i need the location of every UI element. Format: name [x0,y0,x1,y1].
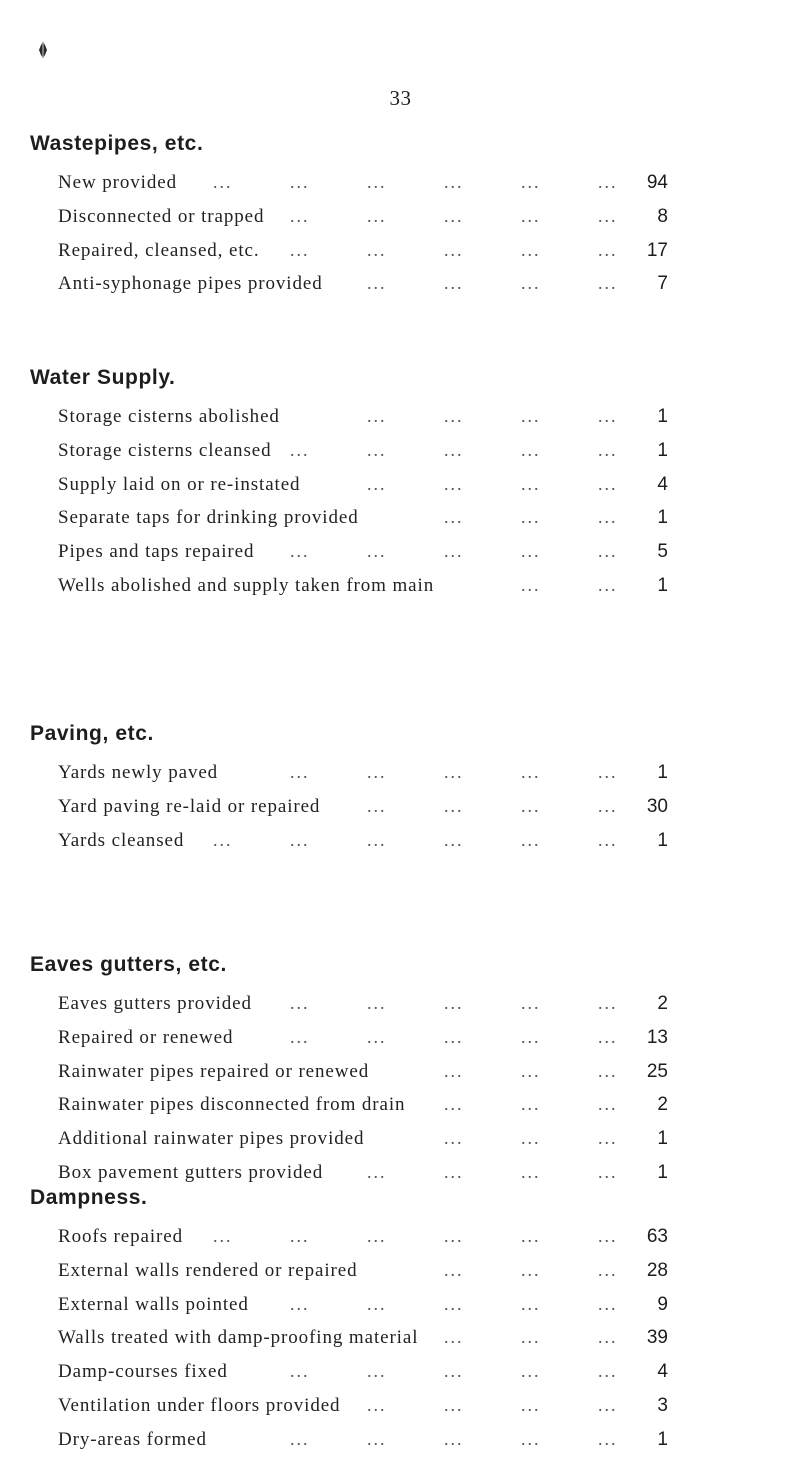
row-value: 5 [657,541,668,563]
row-value: 9 [657,1293,668,1315]
row-label: Supply laid on or re-instated [58,473,301,495]
table-row: ... ... ... ... ... Eaves gutters provided 2 [58,993,668,1014]
row-label: Rainwater pipes repaired or renewed [58,1060,370,1082]
section-heading: Dampness. [30,1186,148,1209]
table-row: ... ... ... Additional rainwater pipes provided 1 [58,1128,668,1150]
row-label: Rainwater pipes disconnected from drain [58,1094,406,1116]
page-number: 33 [389,86,412,110]
row-value: 3 [657,1395,668,1416]
row-value: 39 [646,1327,668,1349]
row-label: Repaired, cleansed, etc. [58,239,260,261]
row-label: External walls pointed [58,1293,249,1315]
row-label: Box pavement gutters provided [58,1162,324,1183]
table-row: ... ... ... ... Box pavement gutters provided 1 [58,1162,668,1183]
row-label: Wells abolished and supply taken from main [58,575,435,596]
section-heading: Eaves gutters, etc. [30,953,227,976]
table-row: ... ... ... Rainwater pipes repaired or renewed 25 [58,1060,668,1082]
table-row: ... ... ... Walls treated with damp-proofing material 39 [58,1327,668,1349]
row-label: Damp-courses fixed [58,1361,228,1383]
row-label: External walls rendered or repaired [58,1259,358,1281]
table-row: ... ... ... ... ... Damp-courses fixed 4 [58,1361,668,1383]
section-heading: Wastepipes, etc. [30,132,204,155]
ink-blot-mark [38,42,48,58]
table-row: ... ... ... Separate taps for drinking provided 1 [58,507,668,529]
row-label: Yards newly paved [58,762,219,783]
row-value: 1 [657,1428,668,1450]
row-value: 1 [657,507,668,529]
row-value: 1 [657,1162,668,1183]
table-row: ... ... ... ... ... Repaired, cleansed, etc. 17 [58,239,668,261]
row-value: 1 [657,406,668,427]
row-label: Eaves gutters provided [58,993,252,1014]
row-value: 13 [646,1026,668,1048]
row-value: 28 [646,1259,668,1281]
row-value: 2 [657,1094,668,1116]
row-value: 25 [646,1060,668,1082]
row-value: 63 [646,1226,668,1247]
table-row: ... ... ... ... Anti-syphonage pipes provided 7 [58,273,668,295]
section-heading: Water Supply. [30,366,176,389]
table-row: ... ... ... ... Storage cisterns abolished 1 [58,406,668,427]
table-row: ... ... ... ... ... Disconnected or trapped 8 [58,205,668,227]
table-row: ... ... ... ... Yard paving re-laid or repaired 30 [58,795,668,817]
table-row: ... ... ... External walls rendered or repaired 28 [58,1259,668,1281]
row-label: Storage cisterns abolished [58,406,280,427]
row-label: Walls treated with damp-proofing material [58,1327,419,1349]
row-label: Storage cisterns cleansed [58,439,272,461]
row-label: Separate taps for drinking provided [58,507,359,529]
table-row: ... ... ... ... ... Yards newly paved 1 [58,762,668,783]
table-row: ... ... Wells abolished and supply taken from main 1 [58,575,668,596]
row-label: Yards cleansed [58,829,185,851]
table-row: ... ... ... ... Supply laid on or re-instated 4 [58,473,668,495]
row-value: 17 [646,239,668,261]
row-value: 94 [646,172,668,193]
row-label: Additional rainwater pipes provided [58,1128,365,1150]
row-value: 4 [657,1361,668,1383]
table-row: ... ... ... ... Ventilation under floors provided 3 [58,1395,668,1416]
row-value: 7 [657,273,668,295]
row-value: 1 [657,1128,668,1150]
row-value: 8 [657,205,668,227]
table-row: ... ... ... ... ... Pipes and taps repaired 5 [58,541,668,563]
row-value: 1 [657,439,668,461]
table-row: ... ... ... ... ... Repaired or renewed 13 [58,1026,668,1048]
table-row: ... ... ... ... ... ... Yards cleansed 1 [58,829,668,851]
table-row: ... ... ... ... ... Storage cisterns cleansed 1 [58,439,668,461]
row-label: Repaired or renewed [58,1026,234,1048]
row-value: 4 [657,473,668,495]
table-row: ... ... ... ... ... ... Roofs repaired 63 [58,1226,668,1247]
row-value: 1 [657,829,668,851]
row-value: 2 [657,993,668,1014]
row-label: Ventilation under floors provided [58,1395,341,1416]
row-label: Pipes and taps repaired [58,541,255,563]
row-value: 1 [657,575,668,596]
row-value: 1 [657,762,668,783]
row-label: Yard paving re-laid or repaired [58,795,321,817]
table-row: ... ... ... Rainwater pipes disconnected from drain 2 [58,1094,668,1116]
row-value: 30 [646,795,668,817]
table-row: ... ... ... ... ... External walls pointed 9 [58,1293,668,1315]
row-label: Disconnected or trapped [58,205,265,227]
table-row: ... ... ... ... ... ... New provided 94 [58,172,668,193]
row-label: Anti-syphonage pipes provided [58,273,323,295]
row-label: New provided [58,172,177,193]
row-label: Dry-areas formed [58,1428,207,1450]
table-row: ... ... ... ... ... Dry-areas formed 1 [58,1428,668,1450]
row-label: Roofs repaired [58,1226,183,1247]
section-heading: Paving, etc. [30,722,154,745]
